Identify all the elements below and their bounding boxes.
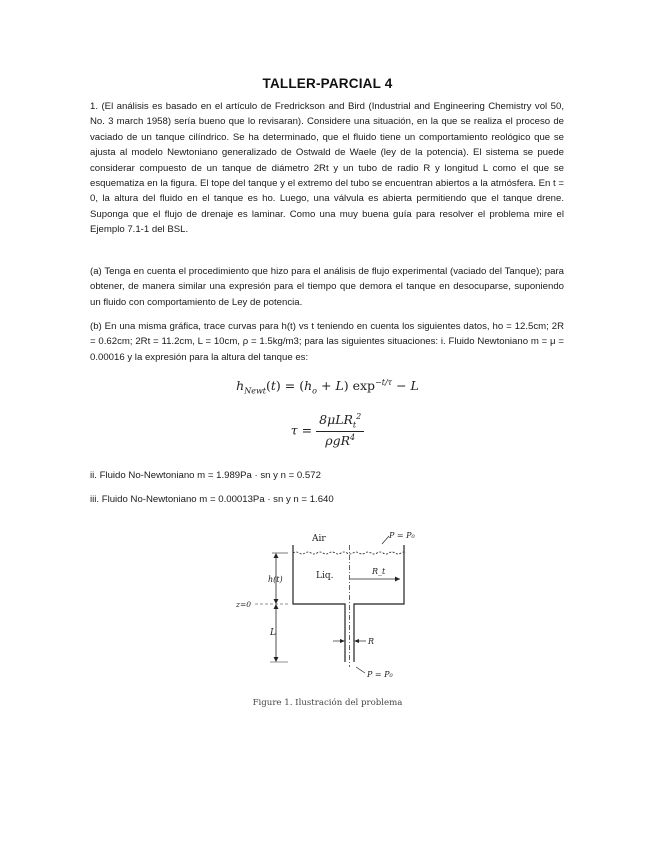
tau-equation: τ = $\frac{8\mu LR_t^2}{\rho gR^4}$	[0, 412, 655, 448]
part-b-paragraph: (b) En una misma gráfica, trace curvas para h(t) vs t teniendo en cuenta los siguientes datos, ho = 12.5cm; 2R = 0.62cm; 2Rt = 11.2cm, L = 10cm, ρ = 1.5kg/m3; para las siguientes situaciones: i. Fluido Newtoniano m = μ = 0.00016 y la expresión para la altura del tanque es:	[90, 321, 564, 363]
figure-caption: Figure 1. Ilustración del problema	[252, 698, 403, 708]
air-label: Air	[312, 534, 326, 544]
z-zero-label: z=0	[236, 600, 252, 609]
part-a-paragraph: (a) Tenga en cuenta el procedimiento que hizo para el análisis de flujo experimental (vaciado del Tanque); para obtener, de manera similar una expresión para el tiempo que demora el tanque en desocuparse, suponiendo un fluido con comportamiento de Ley de potencia.	[90, 266, 564, 308]
case-iii-line: iii. Fluido No-Newtoniano m = 0.00013Pa · sn y n = 1.640	[90, 494, 334, 505]
document-title: TALLER-PARCIAL 4	[262, 76, 393, 91]
newtonian-height-equation: $h_{Newt}(t) = (h_o + L) \exp^{-t/\tau} - L$	[236, 378, 419, 396]
tank-left-wall	[293, 545, 345, 662]
top-pressure-label: P = P₀	[389, 531, 415, 540]
length-label: L	[270, 628, 276, 638]
tank-drain-diagram	[232, 522, 432, 687]
height-label: h(t)	[268, 575, 283, 584]
bottom-pressure-label: P = P₀	[367, 670, 393, 679]
problem-statement-paragraph: 1. (El análisis es basado en el artículo de Fredrickson and Bird (Industrial and Engineering Chemistry vol 50, No. 3 march 1958) sería bueno que lo revisaran). Considere una situación, en la que se realiza el proceso de vaciado de un tanque cilíndrico. Se ha determinado, que el fluido tiene un comportamiento reológico que se ajusta al modelo Newtoniano generalizado de Ostwald de Waele (ley de la potencia). El sistema se puede considerar compuesto de un tanque de diámetro 2Rt y un tubo de radio R y longitud L como el que se esquematiza en la figura. El tope del tanque y el extremo del tubo se encuentran abiertos a la atmósfera. En t = 0, la altura del fluido en el tanque es ho. Luego, una válvula es abierta permitiendo que el tanque drene. Suponga que el flujo de drenaje es laminar. Como una muy buena guía para resolver el problema mire el Ejemplo 7.1-1 del BSL.	[90, 101, 564, 236]
tank-right-wall	[354, 545, 404, 662]
liquid-label: Liq.	[316, 571, 334, 581]
tube-radius-label: R	[368, 637, 375, 646]
case-ii-line: ii. Fluido No-Newtoniano m = 1.989Pa · sn y n = 0.572	[90, 470, 321, 481]
tank-radius-label: R_t	[372, 567, 386, 576]
